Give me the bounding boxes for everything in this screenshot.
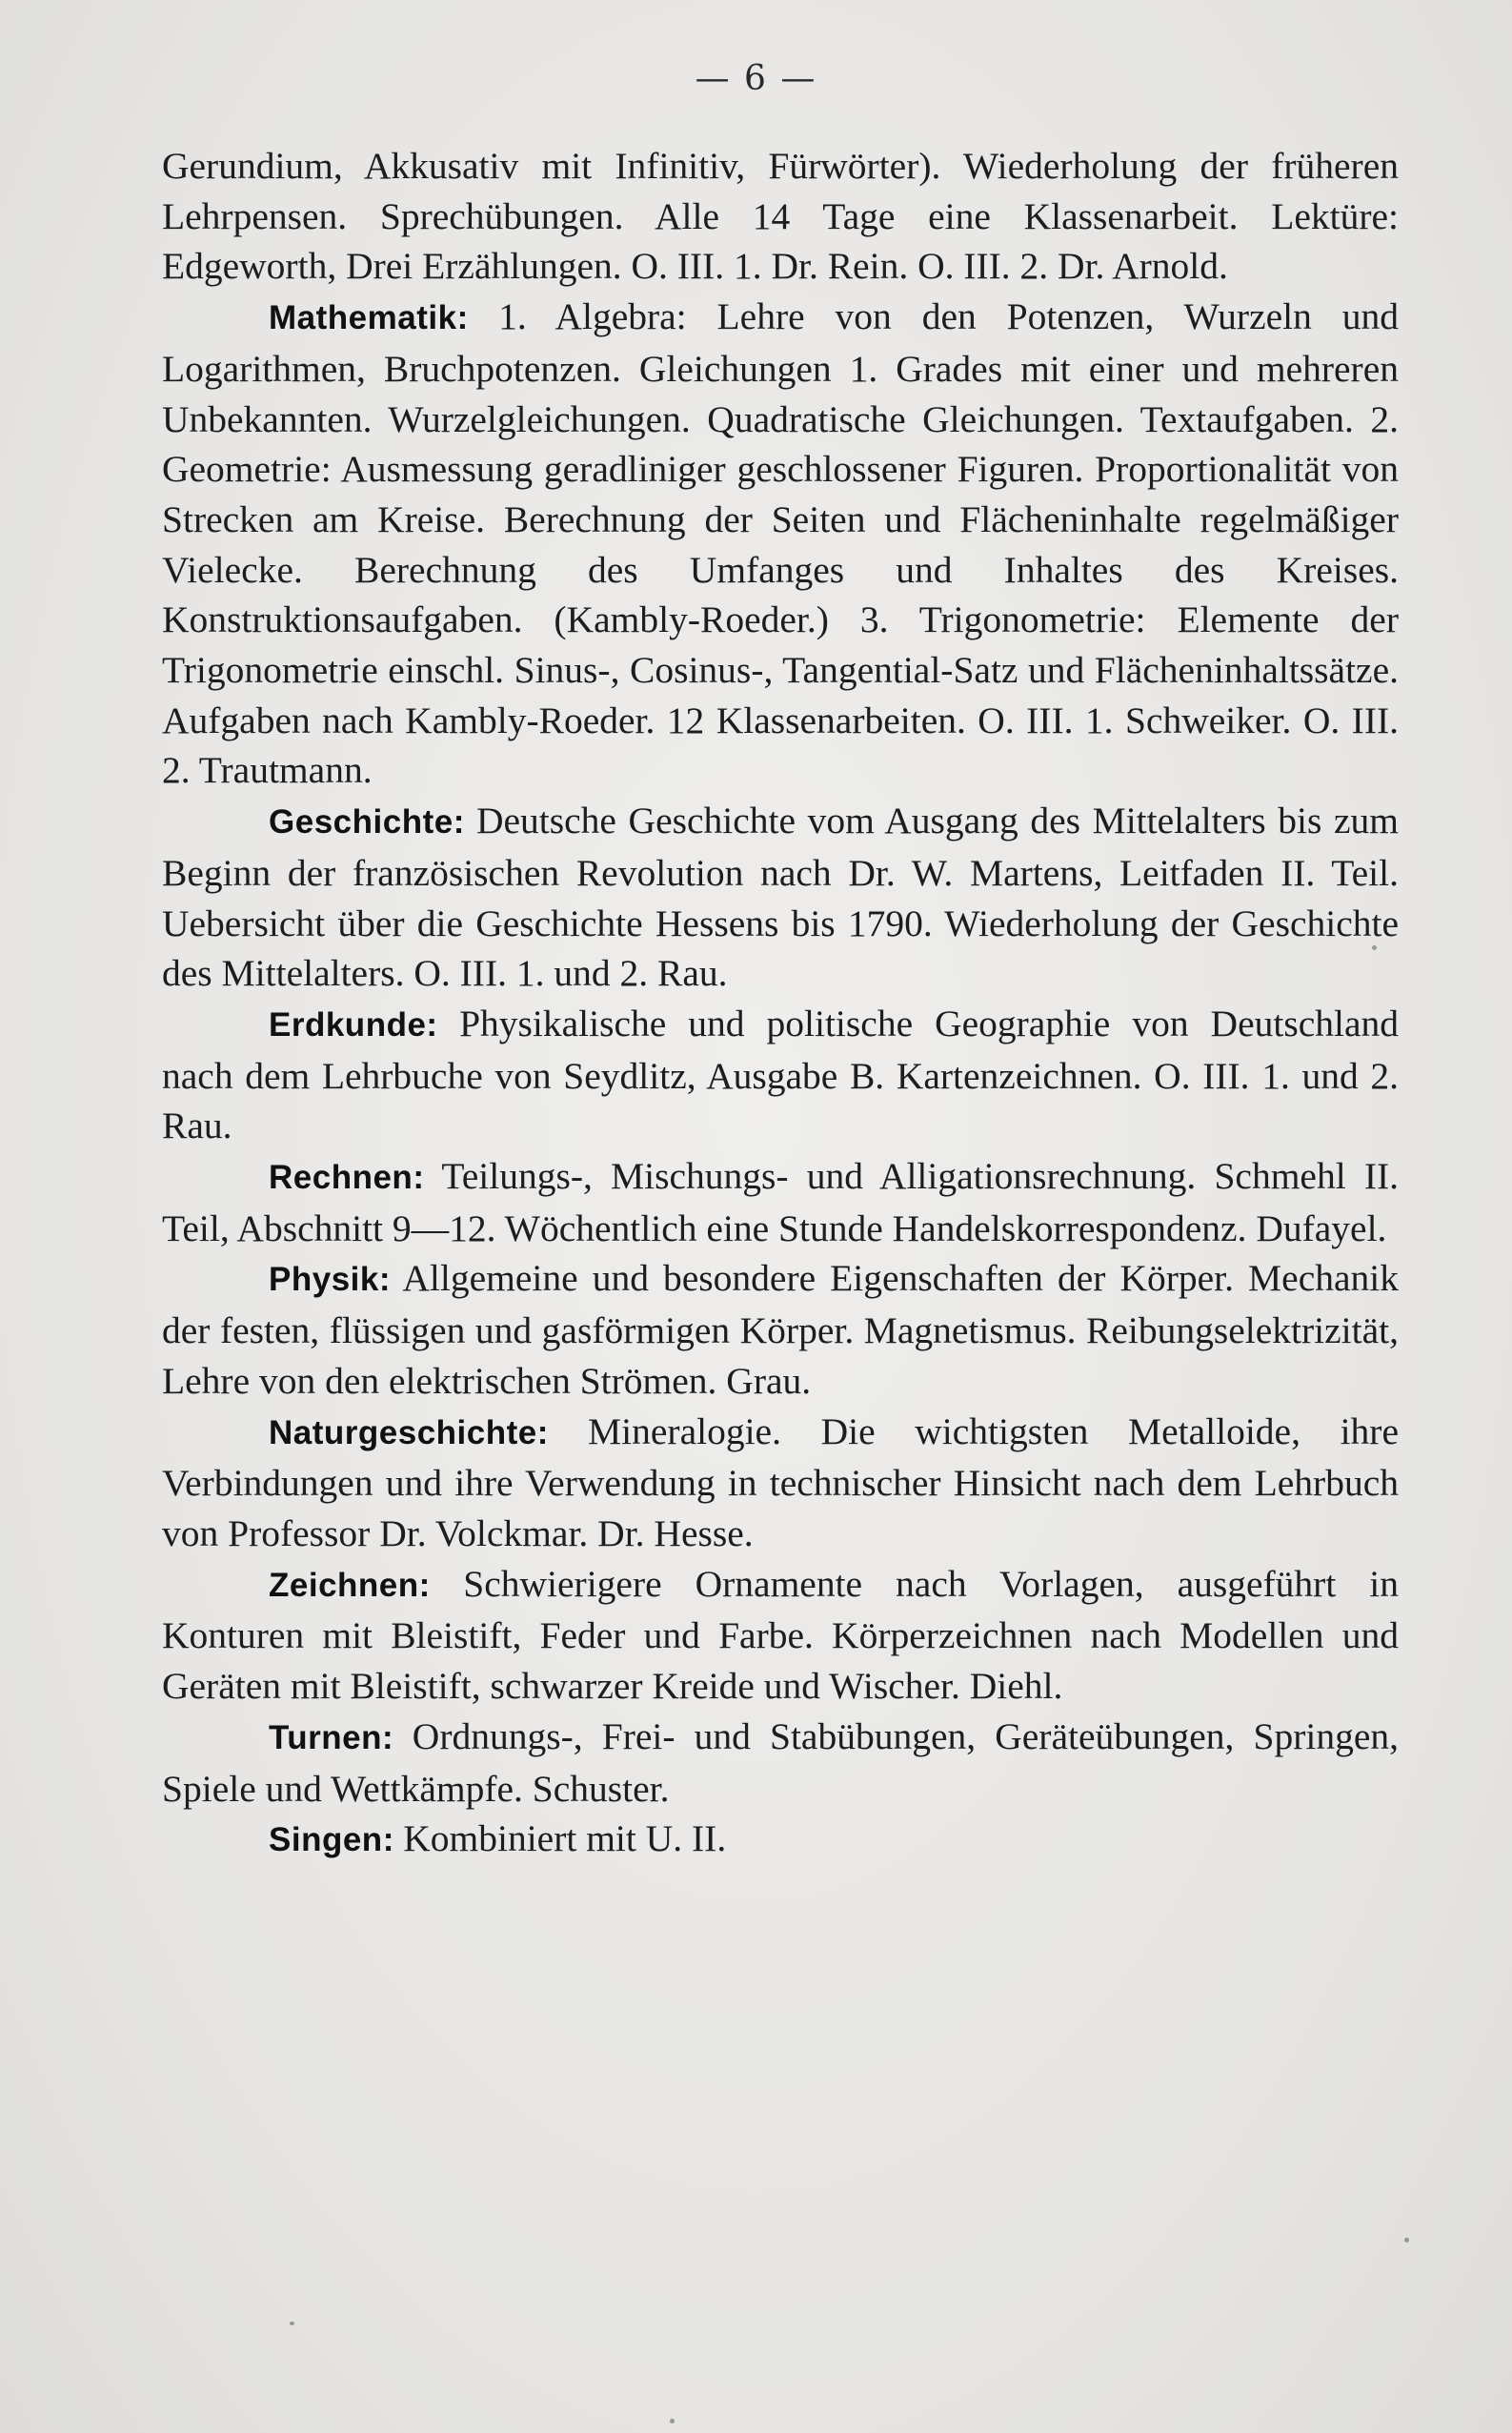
section-text-erdkunde: Physikalische und politische Geographie von Deutschland nach dem Lehrbuche von Seydlitz, Ausgabe B. Kartenzeichnen. O. III. 1. und 2. Rau. [162, 1002, 1399, 1147]
section-heading-mathematik: Mathematik [269, 299, 457, 337]
heading-separator: : [378, 1261, 391, 1299]
section-heading-erdkunde: Erdkunde [269, 1005, 427, 1044]
section-heading-rechnen: Rechnen [269, 1159, 413, 1197]
page-number: — 6 — [695, 59, 817, 98]
section-heading-naturgeschichte: Naturgeschichte [269, 1413, 537, 1451]
intro-paragraph: Gerundium, Akkusativ mit Infinitiv, Fürwörter). Wiederholung der früheren Lehrpensen. Sprechübungen. Alle 14 Tage eine Klassenarbeit. Lektüre: Edgeworth, Drei Erzählungen. O. III. 1. Dr. Rein. O. III. 2. Dr. Arnold. [162, 145, 1399, 288]
scan-speck [1372, 945, 1377, 950]
section-geschichte [162, 796, 1399, 999]
scan-speck [1404, 2238, 1409, 2242]
section-heading-singen: Singen [269, 1821, 383, 1859]
section-erdkunde [162, 999, 1399, 1151]
heading-separator: : [413, 1159, 424, 1197]
section-text-mathematik: 1. Algebra: Lehre von den Potenzen, Wurzeln und Logarithmen, Bruchpotenzen. Gleichungen 1. Grades mit einer und mehreren Unbekannten. Wurzelgleichungen. Quadratische Gleichungen. Textaufgaben. 2. Geometrie: Ausmessung geradliniger geschlossener Figuren. Proportionalität von Strecken am Kreise. Berechnung der Seiten und Flächeninhalte regelmäßiger Vielecke. Berechnung des Umfanges und Inhaltes des Kreises. Konstruktionsaufgaben. (Kambly-Roeder.) 3. Trigonometrie: Elemente der Trigonometrie einschl. Sinus-, Cosinus-, Tangential-Satz und Flächeninhaltssätze. Aufgaben nach Kambly-Roeder. 12 Klassenarbeiten. O. III. 1. Schweiker. O. III. 2. Trautmann. [162, 295, 1400, 792]
section-physik [162, 1253, 1399, 1406]
section-text-singen: Kombiniert mit U. II. [403, 1817, 727, 1860]
section-singen [162, 1814, 1399, 1866]
heading-separator: : [536, 1413, 549, 1451]
heading-separator: : [426, 1005, 438, 1044]
heading-separator: : [382, 1821, 394, 1859]
section-text-physik: Allgemeine und besondere Eigenschaften der Körper. Mechanik der festen, flüssigen und gasförmigen Körper. Magnetismus. Reibungselektrizität, Lehre von den elektrischen Strömen. Grau. [162, 1257, 1399, 1402]
section-text-geschichte: Deutsche Geschichte vom Ausgang des Mittelalters bis zum Beginn der französischen Revolution nach Dr. W. Martens, Leitfaden II. Teil. Uebersicht über die Geschichte Hessens bis 1790. Wiederholung der Geschichte des Mittelalters. O. III. 1. und 2. Rau. [162, 800, 1399, 995]
section-heading-zeichnen: Zeichnen [269, 1566, 419, 1604]
scan-speck [290, 2321, 294, 2325]
heading-separator: : [453, 803, 465, 841]
scan-speck [670, 2419, 675, 2423]
section-naturgeschichte [162, 1407, 1399, 1559]
section-zeichnen [162, 1559, 1399, 1712]
section-heading-physik: Physik [269, 1261, 379, 1299]
section-text-naturgeschichte: Mineralogie. Die wichtigsten Metalloide, ihre Verbindungen und ihre Verwendung in technischer Hinsicht nach dem Lehrbuch von Professor Dr. Volckmar. Dr. Hesse. [162, 1409, 1399, 1554]
section-rechnen [162, 1151, 1399, 1253]
heading-separator: : [418, 1566, 431, 1604]
section-text-rechnen: Teilungs-, Mischungs- und Alligationsrechnung. Schmehl II. Teil, Abschnitt 9—12. Wöchentlich eine Stunde Handelskorrespondenz. Dufayel. [162, 1155, 1400, 1249]
heading-separator: : [382, 1718, 393, 1756]
section-text-turnen: Ordnungs-, Frei- und Stabübungen, Geräteübungen, Springen, Spiele und Wettkämpfe. Schuster. [162, 1714, 1400, 1810]
section-text-zeichnen: Schwierigere Ornamente nach Vorlagen, ausgeführt in Konturen mit Bleistift, Feder und Farbe. Körperzeichnen nach Modellen und Geräten mit Bleistift, schwarzer Kreide und Wischer. Diehl. [162, 1562, 1399, 1708]
section-turnen [162, 1712, 1399, 1814]
page-body [162, 141, 1399, 1866]
heading-separator: : [456, 299, 469, 337]
section-heading-geschichte: Geschichte [269, 803, 454, 841]
section-heading-turnen: Turnen [269, 1718, 383, 1756]
section-mathematik [162, 292, 1399, 796]
